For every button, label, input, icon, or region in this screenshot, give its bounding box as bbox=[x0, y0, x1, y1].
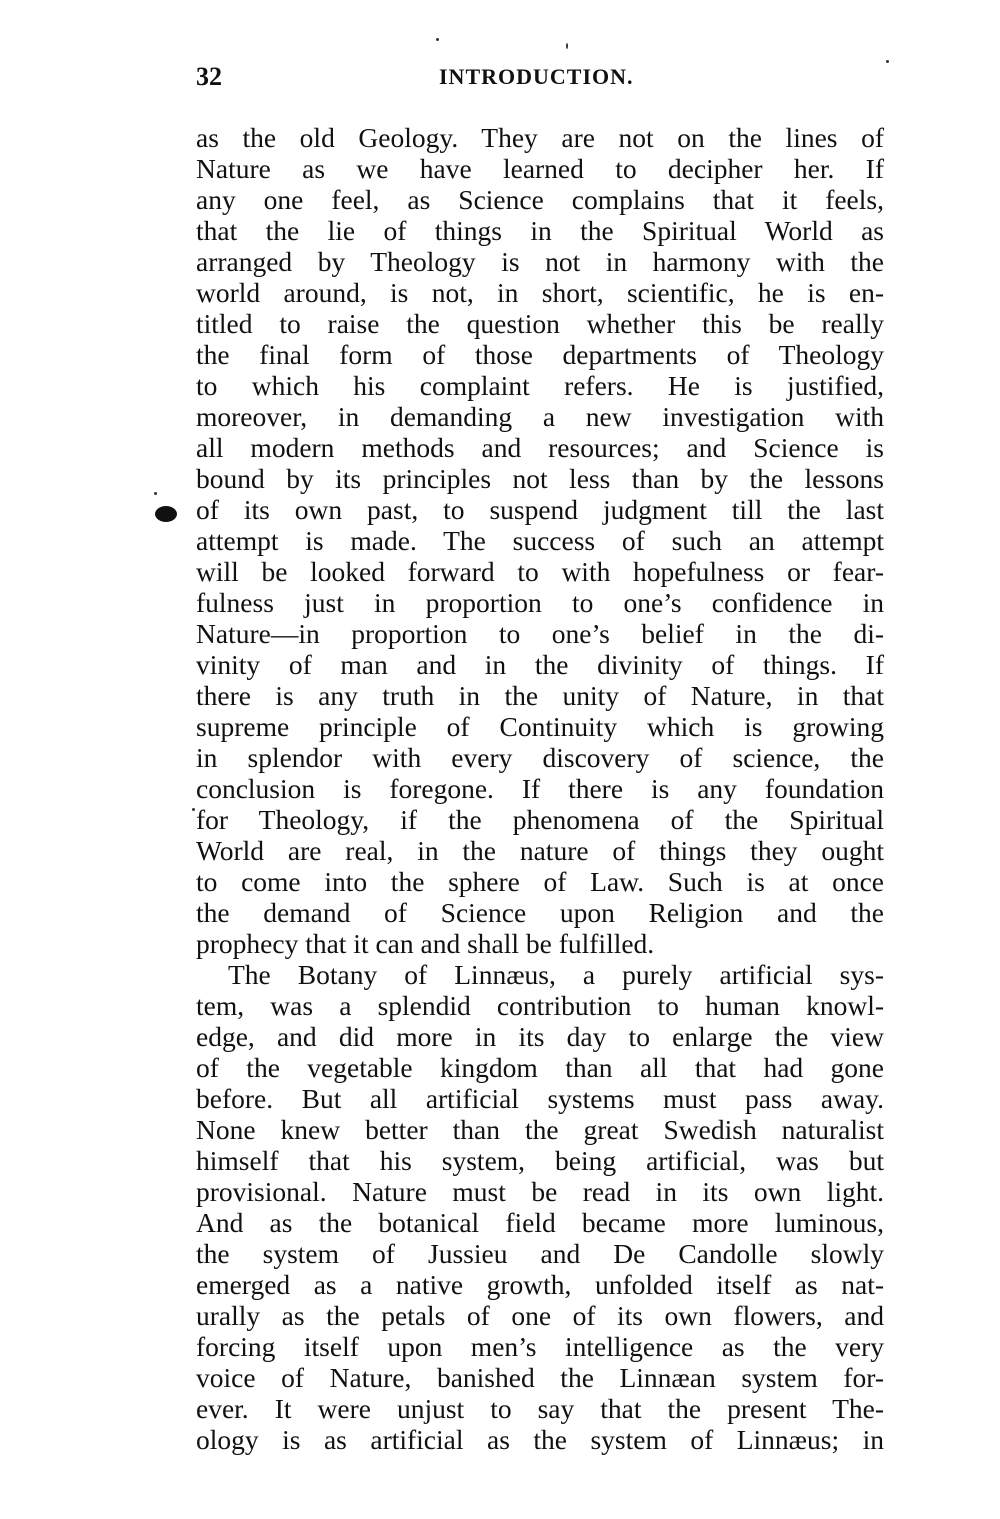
text-line: None knew better than the great Swedish naturalist bbox=[196, 1114, 884, 1145]
text-line: will be looked forward to with hopefulness or fear- bbox=[196, 556, 884, 587]
text-line: bound by its principles not less than by the lessons bbox=[196, 463, 884, 494]
text-line: fulness just in proportion to one’s confidence in bbox=[196, 587, 884, 618]
text-line: provisional. Nature must be read in its own light. bbox=[196, 1176, 884, 1207]
text-line: Nature—in proportion to one’s belief in the di- bbox=[196, 618, 884, 649]
text-line: moreover, in demanding a new investigation with bbox=[196, 401, 884, 432]
text-line: The Botany of Linnæus, a purely artificial sys- bbox=[228, 959, 884, 990]
text-line: emerged as a native growth, unfolded itself as nat- bbox=[196, 1269, 884, 1300]
page-number: 32 bbox=[196, 62, 222, 91]
body-text bbox=[196, 122, 884, 1455]
text-line: the demand of Science upon Religion and the bbox=[196, 897, 884, 928]
text-line: attempt is made. The success of such an attempt bbox=[196, 525, 884, 556]
text-line: himself that his system, being artificial, was but bbox=[196, 1145, 884, 1176]
text-line: edge, and did more in its day to enlarge the view bbox=[196, 1021, 884, 1052]
text-line: in splendor with every discovery of science, the bbox=[196, 742, 884, 773]
text-line: for Theology, if the phenomena of the Spiritual bbox=[196, 804, 884, 835]
ink-speck bbox=[436, 38, 439, 41]
text-line: as the old Geology. They are not on the lines of bbox=[196, 122, 884, 153]
text-line: voice of Nature, banished the Linnæan system for- bbox=[196, 1362, 884, 1393]
text-line: Nature as we have learned to decipher her. If bbox=[196, 153, 884, 184]
text-line: ever. It were unjust to say that the present The- bbox=[196, 1393, 884, 1424]
text-line: of its own past, to suspend judgment till the last bbox=[196, 494, 884, 525]
text-line: before. But all artificial systems must pass away. bbox=[196, 1083, 884, 1114]
text-line: titled to raise the question whether this be really bbox=[196, 308, 884, 339]
text-line: to which his complaint refers. He is justified, bbox=[196, 370, 884, 401]
text-line: of the vegetable kingdom than all that had gone bbox=[196, 1052, 884, 1083]
text-line: And as the botanical field became more luminous, bbox=[196, 1207, 884, 1238]
ink-speck bbox=[192, 808, 195, 811]
text-line: forcing itself upon men’s intelligence as the very bbox=[196, 1331, 884, 1362]
text-line: the final form of those departments of Theology bbox=[196, 339, 884, 370]
text-line: conclusion is foregone. If there is any foundation bbox=[196, 773, 884, 804]
ink-blot bbox=[155, 506, 177, 522]
ink-speck bbox=[154, 492, 157, 495]
text-line: any one feel, as Science complains that it feels, bbox=[196, 184, 884, 215]
text-line: that the lie of things in the Spiritual World as bbox=[196, 215, 884, 246]
text-line: to come into the sphere of Law. Such is at once bbox=[196, 866, 884, 897]
text-line: the system of Jussieu and De Candolle slowly bbox=[196, 1238, 884, 1269]
page-header bbox=[196, 62, 884, 102]
text-line: prophecy that it can and shall be fulfilled. bbox=[196, 928, 655, 959]
text-line: ology is as artificial as the system of Linnæus; in bbox=[196, 1424, 884, 1455]
text-line: world around, is not, in short, scientific, he is en- bbox=[196, 277, 884, 308]
ink-speck bbox=[886, 60, 889, 63]
text-line: urally as the petals of one of its own flowers, and bbox=[196, 1300, 884, 1331]
text-line: arranged by Theology is not in harmony with the bbox=[196, 246, 884, 277]
ink-speck bbox=[566, 43, 568, 49]
text-line: supreme principle of Continuity which is growing bbox=[196, 711, 884, 742]
text-line: there is any truth in the unity of Nature, in that bbox=[196, 680, 884, 711]
running-head: INTRODUCTION. bbox=[439, 64, 634, 89]
text-line: World are real, in the nature of things they ought bbox=[196, 835, 884, 866]
text-line: all modern methods and resources; and Science is bbox=[196, 432, 884, 463]
text-line: tem, was a splendid contribution to human knowl- bbox=[196, 990, 884, 1021]
text-line: vinity of man and in the divinity of things. If bbox=[196, 649, 884, 680]
